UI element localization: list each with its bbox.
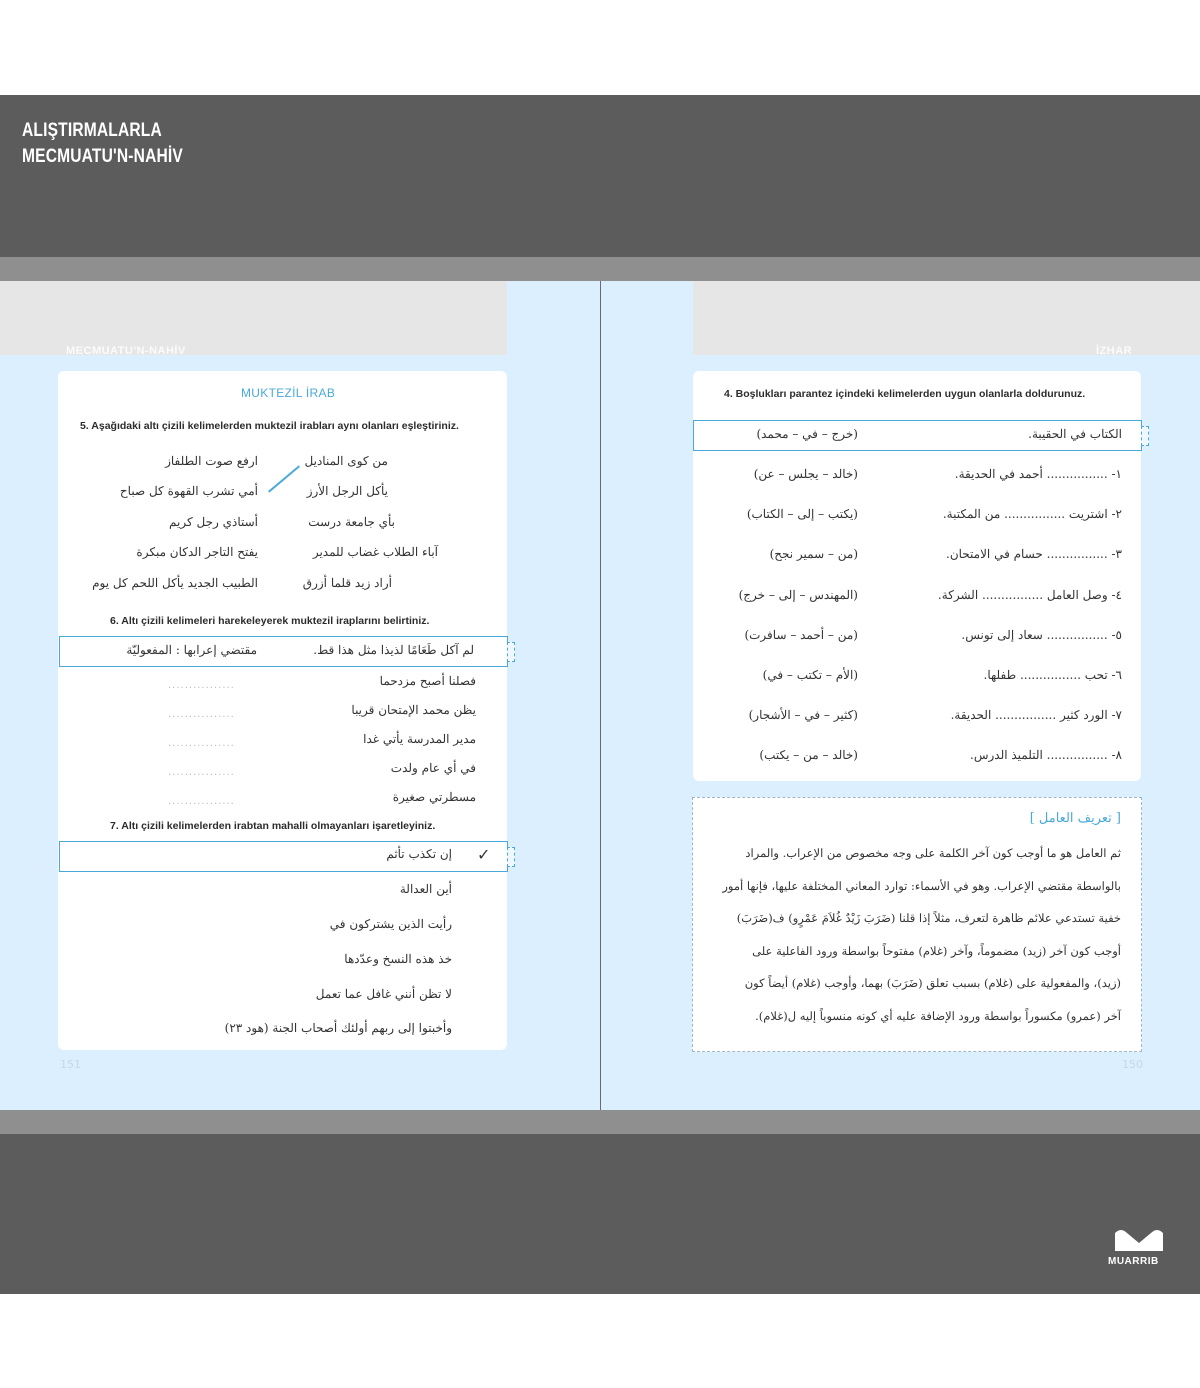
bottom-banner bbox=[0, 1134, 1200, 1294]
note-line: خفية تستدعي علائم ظاهرة لتعرف، مثلاً إذا قلنا (ضَرَبَ زَيْدٌ غُلاَمَ عَمْرٍو) ف(ضَرَبَ) bbox=[736, 911, 1121, 925]
left-page-header-tab bbox=[0, 281, 507, 355]
note-line: أوجب كون آخر (زيد) مضموماً، وآخر (غلام) مفتوحاً بواسطة ورود الفاعلية على bbox=[752, 944, 1121, 958]
q4-sentence[interactable]: ٣- ................ حسام في الامتحان. bbox=[946, 547, 1122, 561]
example-tag bbox=[1141, 426, 1149, 446]
q4-sentence[interactable]: ٢- اشتريت ................ من المكتبة. bbox=[942, 507, 1122, 521]
q6-item: في أي عام ولدت bbox=[390, 761, 476, 775]
q4-options: (من – أحمد – سافرت) bbox=[744, 628, 858, 642]
q5-right-item: من كوى المناديل bbox=[304, 454, 388, 468]
left-running-head: MECMUATU'N-NAHİV bbox=[66, 345, 186, 357]
checkmark-icon: ✓ bbox=[477, 845, 491, 864]
answer-blank[interactable]: ................ bbox=[168, 738, 235, 749]
right-page-number: 150 bbox=[1122, 1058, 1143, 1071]
q7-item: أين العدالة bbox=[399, 882, 452, 896]
q5-left-item: أمي تشرب القهوة كل صباح bbox=[119, 484, 258, 498]
q4-options: (من – سمير نجح) bbox=[769, 547, 858, 561]
q5-left-item: أستاذي رجل كريم bbox=[169, 515, 258, 529]
q5-right-item: أراد زيد قلما أزرق bbox=[302, 576, 392, 590]
note-line: (زيد)، والمفعولية على (غلام) بسبب تعلق (ضَرَبَ) بهما، وأوجب (غلام) أيضاً كون bbox=[744, 976, 1121, 990]
q5-left-item: ارفع صوت الطلفاز bbox=[165, 454, 258, 468]
note-line: ثم العامل هو ما أوجب كون آخر الكلمة على وجه مخصوص من الإعراب. والمراد bbox=[745, 846, 1121, 860]
q5-right-item: آباء الطلاب غضاب للمدير bbox=[312, 545, 438, 559]
bottom-strip bbox=[0, 1110, 1200, 1134]
q5-right-item: بأي جامعة درست bbox=[308, 515, 395, 529]
q6-item: فصلنا أصبح مزدحما bbox=[379, 674, 476, 688]
definition-note-box bbox=[692, 797, 1142, 1052]
q7-prompt: 7. Altı çizili kelimelerden irabtan mahalli olmayanları işaretleyiniz. bbox=[110, 820, 436, 832]
q7-example-sentence: إن تكذب تأثم bbox=[386, 847, 452, 861]
q4-example-sentence: الكتاب في الحقيبة. bbox=[1028, 427, 1122, 441]
q4-sentence[interactable]: ٧- الورد كثير ................ الحديقة. bbox=[950, 708, 1122, 722]
top-strip bbox=[0, 257, 1200, 281]
answer-blank[interactable]: ................ bbox=[168, 709, 235, 720]
book-title-line1: ALIŞTIRMALARLA bbox=[22, 120, 162, 141]
q5-left-item: يفتح التاجر الدكان مبكرة bbox=[136, 545, 258, 559]
answer-blank[interactable]: ................ bbox=[168, 796, 235, 807]
q7-item: وأخبتوا إلى ربهم أولئك أصحاب الجنة (هود ٢٣) bbox=[224, 1021, 452, 1035]
q7-item: رأيت الذين يشتركون في bbox=[329, 917, 452, 931]
q4-options: (يكتب – إلى – الكتاب) bbox=[746, 507, 858, 521]
example-tag bbox=[507, 847, 515, 867]
q5-left-item: الطبيب الجديد يأكل اللحم كل يوم bbox=[92, 576, 258, 590]
q4-sentence[interactable]: ١- ................ أحمد في الحديقة. bbox=[954, 467, 1122, 481]
q6-item: مسطرتي صغيرة bbox=[392, 790, 476, 804]
q7-item: لا تظن أنني غافل عما تعمل bbox=[315, 987, 452, 1001]
q4-options: (خالد – يجلس – عن) bbox=[753, 467, 858, 481]
book-title bbox=[22, 118, 183, 170]
q4-sentence[interactable]: ٤- وصل العامل ................ الشركة. bbox=[937, 588, 1122, 602]
left-page-number: 151 bbox=[60, 1058, 81, 1071]
q4-example-options: (خرج – في – محمد) bbox=[756, 427, 858, 441]
q6-item: مدير المدرسة يأتي غدا bbox=[363, 732, 476, 746]
note-title: [ تعريف العامل ] bbox=[1029, 811, 1121, 826]
right-page-header-tab bbox=[693, 281, 1200, 355]
answer-blank[interactable]: ................ bbox=[168, 680, 235, 691]
q4-prompt: 4. Boşlukları parantez içindeki kelimelerden uygun olanlarla doldurunuz. bbox=[724, 388, 1086, 400]
example-tag bbox=[507, 642, 515, 662]
q4-sentence[interactable]: ٨- ................ التلميذ الدرس. bbox=[970, 748, 1122, 762]
book-title-line2: MECMUATU'N-NAHİV bbox=[22, 146, 183, 167]
q7-item: خذ هذه النسخ وعدّدها bbox=[344, 952, 452, 966]
q6-example-answer: مقتضي إعرابها : المفعوليّة bbox=[126, 643, 257, 657]
q4-options: (المهندس – إلى – خرج) bbox=[738, 588, 858, 602]
answer-blank[interactable]: ................ bbox=[168, 767, 235, 778]
note-line: بالواسطة مقتضي الإعراب. وهو في الأسماء: توارد المعاني المختلفة عليها، فإنها أمور bbox=[722, 879, 1121, 893]
q4-sentence[interactable]: ٥- ................ سعاد إلى تونس. bbox=[961, 628, 1122, 642]
q4-sentence[interactable]: ٦- تحب ................ طفلها. bbox=[983, 668, 1122, 682]
section-heading: MUKTEZİL İRAB bbox=[241, 386, 336, 400]
q6-example-sentence: لم آكل طَعَامًا لذيذا مثل هذا قط. bbox=[313, 643, 474, 657]
page-gutter bbox=[600, 281, 601, 1110]
logo-text: MUARRIB bbox=[1108, 1256, 1159, 1267]
note-line: آخر (عمرو) مكسوراً بواسطة ورود الإضافة عليه أي كونه منسوباً إليه ل(غلام). bbox=[755, 1009, 1121, 1023]
q5-right-item: يأكل الرجل الأرز bbox=[306, 484, 388, 498]
q4-options: (خالد – من – يكتب) bbox=[759, 748, 858, 762]
right-running-head: İZHAR bbox=[1096, 345, 1133, 357]
q6-item: يظن محمد الإمتحان قريبا bbox=[351, 703, 476, 717]
muarrib-logo-icon bbox=[1113, 1225, 1165, 1255]
q6-prompt: 6. Altı çizili kelimeleri harekeleyerek muktezil iraplarını belirtiniz. bbox=[110, 615, 430, 627]
q4-options: (كثير – في – الأشجار) bbox=[748, 708, 858, 722]
q5-prompt: 5. Aşağıdaki altı çizili kelimelerden muktezil irabları aynı olanları eşleştiriniz. bbox=[80, 420, 459, 432]
q4-options: (الأم – تكتب – في) bbox=[762, 668, 858, 682]
